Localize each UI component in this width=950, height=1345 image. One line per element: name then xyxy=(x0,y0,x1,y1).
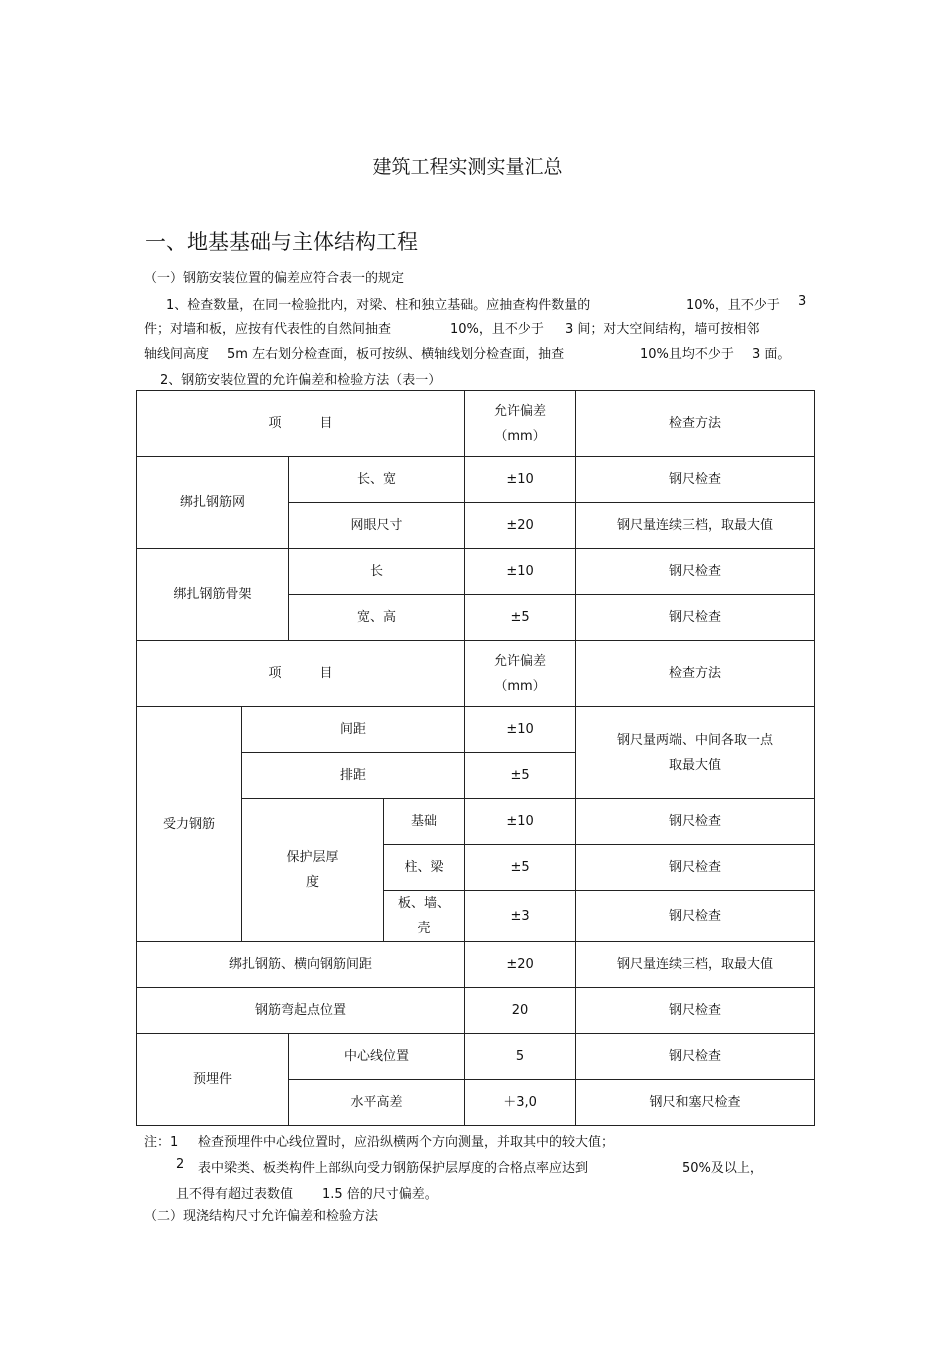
subsection-heading: （二）现浇结构尺寸允许偏差和检验方法 xyxy=(144,1209,379,1224)
header-item-text: 目 xyxy=(319,666,333,681)
text-span: 3 面。 xyxy=(752,347,791,362)
table-row xyxy=(137,707,815,753)
note-line xyxy=(322,1183,438,1202)
text-span: 件；对墙和板，应按有代表性的自然间抽查 xyxy=(144,322,392,337)
method-cell: 钢尺量连续三档，取最大值 xyxy=(576,942,815,988)
method-cell: 钢尺检查 xyxy=(576,988,815,1034)
method-cell xyxy=(576,707,815,799)
item-cell: 宽、高 xyxy=(289,595,465,641)
header-deviation-text: 允许偏差 xyxy=(494,653,547,669)
category-cell: 绑扎钢筋骨架 xyxy=(137,549,289,641)
note-line xyxy=(176,1157,184,1172)
item-cell: 水平高差 xyxy=(289,1080,465,1126)
deviation-cell: 5 xyxy=(465,1034,576,1080)
paragraph-line xyxy=(798,294,806,309)
table-row xyxy=(137,457,815,503)
deviation-cell: ±20 xyxy=(465,503,576,549)
paragraph-line xyxy=(144,343,209,362)
method-cell: 钢尺检查 xyxy=(576,845,815,891)
deviation-cell: ＋3,0 xyxy=(465,1080,576,1126)
paragraph-line xyxy=(144,318,391,337)
deviation-cell: ±5 xyxy=(465,845,576,891)
section-heading: 一、地基基础与主体结构工程 xyxy=(145,230,418,254)
header-deviation-unit: （mm） xyxy=(494,428,546,444)
paragraph-line xyxy=(686,294,780,313)
method-cell: 钢尺检查 xyxy=(576,595,815,641)
page-title: 建筑工程实测实量汇总 xyxy=(372,156,563,178)
item-cell: 绑扎钢筋、横向钢筋间距 xyxy=(137,942,465,988)
table-row xyxy=(137,988,815,1034)
text-span: 3 间；对大空间结构，墙可按相邻 xyxy=(565,322,760,337)
method-cell: 钢尺和塞尺检查 xyxy=(576,1080,815,1126)
header-method-cell: 检查方法 xyxy=(576,641,815,707)
text-span: 3 xyxy=(798,294,807,309)
item-cell xyxy=(384,891,465,942)
category-cell: 绑扎钢筋网 xyxy=(137,457,289,549)
note-line xyxy=(144,1131,178,1150)
note-text: 表中梁类、板类构件上部纵向受力钢筋保护层厚度的合格点率应达到 xyxy=(198,1161,589,1176)
method-text: 取最大值 xyxy=(669,757,722,773)
deviation-cell: ±20 xyxy=(465,942,576,988)
note-line xyxy=(176,1183,293,1202)
subcategory-text: 保护层厚 xyxy=(286,850,339,865)
item-cell: 基础 xyxy=(384,799,465,845)
table-row xyxy=(137,1034,815,1080)
note-text: 检查预埋件中心线位置时，应沿纵横两个方向测量，并取其中的较大值； xyxy=(198,1135,615,1150)
note-number: 2 xyxy=(176,1157,185,1172)
table-row xyxy=(137,549,815,595)
item-cell: 排距 xyxy=(242,753,465,799)
deviation-cell: ±5 xyxy=(465,753,576,799)
header-item-text: 项 xyxy=(268,666,282,681)
subcategory-text: 度 xyxy=(305,875,319,890)
deviation-cell: ±10 xyxy=(465,549,576,595)
method-cell: 钢尺检查 xyxy=(576,799,815,845)
method-cell: 钢尺检查 xyxy=(576,549,815,595)
header-item-cell xyxy=(137,391,465,457)
method-text: 钢尺量两端、中间各取一点 xyxy=(617,732,774,748)
header-deviation-text: 允许偏差 xyxy=(494,403,547,419)
note-line xyxy=(682,1157,763,1176)
text-span: 10%，且不少于 xyxy=(450,322,544,337)
item-cell: 钢筋弯起点位置 xyxy=(137,988,465,1034)
note-line xyxy=(198,1131,614,1150)
tolerance-table xyxy=(136,390,815,1126)
method-cell: 钢尺检查 xyxy=(576,457,815,503)
note-number: 注：1 xyxy=(144,1135,179,1150)
paragraph-line xyxy=(752,343,790,362)
deviation-cell: 20 xyxy=(465,988,576,1034)
deviation-cell: ±3 xyxy=(465,891,576,942)
deviation-cell: ±10 xyxy=(465,799,576,845)
category-cell: 受力钢筋 xyxy=(137,707,242,942)
header-deviation-cell xyxy=(465,391,576,457)
text-span: 5m 左右划分检查面，板可按纵、横轴线划分检查面，抽查 xyxy=(227,347,565,362)
deviation-cell: ±10 xyxy=(465,707,576,753)
subsection-heading: （一）钢筋安装位置的偏差应符合表一的规定 xyxy=(144,271,405,286)
note-text: 50%及以上， xyxy=(682,1161,763,1176)
header-item-cell xyxy=(137,641,465,707)
table-header-row xyxy=(137,641,815,707)
text-span: 轴线间高度 xyxy=(144,347,210,362)
item-cell: 长 xyxy=(289,549,465,595)
item-text: 壳 xyxy=(417,921,431,936)
text-span: 10%，且不少于 xyxy=(686,298,780,313)
text-span: 1、检查数量，在同一检验批内，对梁、柱和独立基础。应抽查构件数量的 xyxy=(166,298,591,313)
header-method-cell: 检查方法 xyxy=(576,391,815,457)
item-cell: 长、宽 xyxy=(289,457,465,503)
subcategory-cell xyxy=(242,799,384,942)
table-header-row xyxy=(137,391,815,457)
method-cell: 钢尺检查 xyxy=(576,891,815,942)
table-row xyxy=(137,942,815,988)
note-text: 1.5 倍的尺寸偏差。 xyxy=(322,1187,438,1202)
deviation-cell: ±10 xyxy=(465,457,576,503)
paragraph-line xyxy=(450,318,544,337)
item-cell: 网眼尺寸 xyxy=(289,503,465,549)
header-item-text: 目 xyxy=(319,416,333,431)
note-text: 且不得有超过表数值 xyxy=(176,1187,294,1202)
paragraph-line xyxy=(227,343,564,362)
header-deviation-unit: （mm） xyxy=(494,678,546,694)
paragraph-line: 2、钢筋安装位置的允许偏差和检验方法（表一） xyxy=(160,373,442,388)
item-cell: 中心线位置 xyxy=(289,1034,465,1080)
header-deviation-cell xyxy=(465,641,576,707)
paragraph-line xyxy=(565,318,759,337)
item-cell: 间距 xyxy=(242,707,465,753)
method-cell: 钢尺量连续三档，取最大值 xyxy=(576,503,815,549)
method-cell: 钢尺检查 xyxy=(576,1034,815,1080)
paragraph-line xyxy=(640,343,734,362)
category-cell: 预埋件 xyxy=(137,1034,289,1126)
item-cell: 柱、梁 xyxy=(384,845,465,891)
item-text: 板、墙、 xyxy=(398,896,451,911)
header-item-text: 项 xyxy=(268,416,282,431)
note-line xyxy=(198,1157,588,1176)
paragraph-line xyxy=(166,294,590,313)
deviation-cell: ±5 xyxy=(465,595,576,641)
text-span: 10%且均不少于 xyxy=(640,347,734,362)
